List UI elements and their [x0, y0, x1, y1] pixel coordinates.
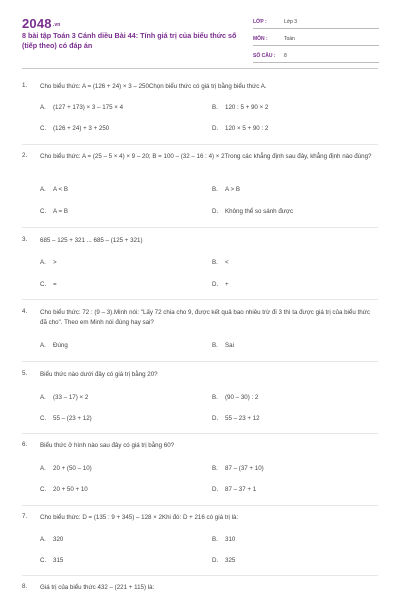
option-text: 310 — [225, 536, 236, 543]
question-separator — [22, 433, 378, 434]
option-text: > — [53, 259, 57, 266]
option-label: B. — [212, 104, 218, 111]
header — [0, 0, 400, 62]
meta-value: 8 — [284, 53, 287, 59]
option-label: D. — [212, 415, 219, 422]
option-label: C. — [40, 281, 47, 288]
worksheet-title: 8 bài tập Toán 3 Cánh diều Bài 44: Tính giá trị của biểu thức số (tiếp theo) có đáp án — [22, 31, 237, 50]
question-number: 6. — [22, 441, 28, 448]
header-divider — [22, 68, 378, 69]
option-text: 325 — [225, 557, 236, 564]
option-text: 315 — [53, 557, 64, 564]
question-separator — [22, 144, 378, 145]
meta-key: SỐ CÂU : — [253, 53, 276, 59]
option-label: C. — [40, 208, 47, 215]
meta-row-grade — [253, 14, 379, 29]
question-number: 4. — [22, 308, 28, 315]
option-label: D. — [212, 208, 219, 215]
meta-value: Lớp 3 — [284, 19, 298, 25]
meta-key: MÔN : — [253, 36, 268, 42]
meta-row-count — [253, 48, 379, 63]
option-label: B. — [212, 259, 218, 266]
option-text: 87 – 37 + 1 — [225, 486, 257, 493]
option-text: A > B — [225, 186, 240, 193]
question-number: 1. — [22, 82, 28, 89]
question-text: Cho biểu thức: A = (126 + 24) × 3 – 250Chọn biểu thức có giá trị bằng biểu thức A. — [40, 83, 267, 90]
option-text: A < B — [53, 186, 68, 193]
option-text: Không thể so sánh được — [225, 208, 294, 215]
question-text: Cho biểu thức: A = (25 – 5 × 4) × 9 – 20; B = 100 – (32 – 16 : 4) × 2Trong các khẳng định sau đây, khẳng định nào đúng? — [40, 153, 372, 160]
option-text: + — [225, 281, 229, 288]
option-text: (90 – 30) : 2 — [225, 394, 259, 401]
option-text: < — [225, 259, 229, 266]
meta-value: Toán — [284, 36, 295, 42]
option-label: D. — [212, 125, 219, 132]
question-text: 685 – 125 + 321 ... 685 – (125 + 321) — [40, 237, 143, 244]
option-label: D. — [212, 281, 219, 288]
question-separator — [22, 227, 378, 228]
option-text: (126 + 24) + 3 + 250 — [53, 125, 110, 132]
option-label: A. — [40, 186, 46, 193]
option-text: 320 — [53, 536, 64, 543]
question-number: 7. — [22, 513, 28, 520]
question-text: Cho biểu thức: 72 : (9 – 3).Minh nói: "Lấy 72 chia cho 9, được kết quả bao nhiêu trừ đi 3 thì ta được giá trị của biểu thức đã cho". Theo em Minh nói đúng hay sai? — [40, 309, 370, 326]
option-text: = — [53, 281, 57, 288]
question-text: Biểu thức ở hình nào sau đây có giá trị bằng 60? — [40, 442, 175, 449]
site-logo[interactable] — [22, 16, 61, 31]
option-text: Đúng — [53, 342, 68, 349]
option-text: 120 × 5 + 90 : 2 — [225, 125, 269, 132]
option-label: D. — [212, 486, 219, 493]
logo-text: 2048 — [22, 16, 52, 31]
option-label: C. — [40, 415, 47, 422]
question-separator — [22, 361, 378, 362]
question-separator — [22, 299, 378, 300]
option-label: B. — [212, 465, 218, 472]
meta-key: LỚP : — [253, 19, 267, 25]
option-text: (127 + 173) × 3 – 175 × 4 — [53, 104, 124, 111]
option-text: A = B — [53, 208, 68, 215]
option-label: D. — [212, 557, 219, 564]
question-number: 8. — [22, 583, 28, 590]
option-text: 55 – 23 + 12 — [225, 415, 260, 422]
option-label: C. — [40, 557, 47, 564]
meta-table — [253, 14, 379, 65]
option-text: 87 – (37 + 10) — [225, 465, 264, 472]
question-number: 2. — [22, 152, 28, 159]
option-text: 55 – (23 + 12) — [53, 415, 92, 422]
option-text: 20 + (50 – 10) — [53, 465, 92, 472]
option-text: (33 – 17) × 2 — [53, 394, 89, 401]
question-text: Giá trị của biểu thức 432 – (221 + 115) là: — [40, 584, 155, 591]
option-label: C. — [40, 125, 47, 132]
question-number: 3. — [22, 236, 28, 243]
option-label: A. — [40, 342, 46, 349]
option-label: A. — [40, 104, 46, 111]
question-text: Biểu thức nào dưới đây có giá trị bằng 20? — [40, 371, 158, 378]
question-text: Cho biểu thức: D = (135 : 9 + 345) – 128 × 2Khi đó: D + 216 có giá trị là: — [40, 514, 239, 521]
option-label: B. — [212, 394, 218, 401]
meta-row-subject — [253, 31, 379, 46]
option-label: B. — [212, 536, 218, 543]
option-text: Sai — [225, 342, 234, 349]
question-separator — [22, 505, 378, 506]
option-label: A. — [40, 394, 46, 401]
logo-tld: .vn — [52, 21, 61, 28]
option-label: A. — [40, 259, 46, 266]
question-separator — [22, 575, 378, 576]
option-label: A. — [40, 536, 46, 543]
option-label: B. — [212, 186, 218, 193]
option-text: 120 : 5 + 90 × 2 — [225, 104, 269, 111]
option-label: A. — [40, 465, 46, 472]
option-label: B. — [212, 342, 218, 349]
option-text: 20 + 50 + 10 — [53, 486, 88, 493]
question-number: 5. — [22, 370, 28, 377]
option-label: C. — [40, 486, 47, 493]
